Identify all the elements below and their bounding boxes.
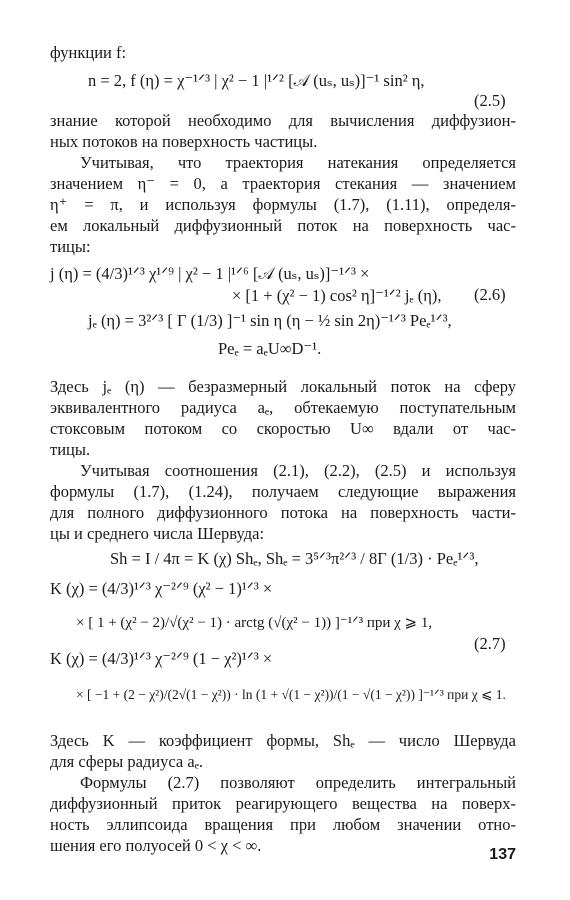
equation-2-7-line-5: × [ −1 + (2 − χ²)/(2√(1 − χ²)) · ln (1 + √(1 − χ²))/(1 − √(1 − χ²)) ]⁻¹ᐟ³ при χ ⩽ 1. bbox=[76, 687, 506, 702]
equation-2-7-line-2: K (χ) = (4/3)¹ᐟ³ χ⁻²ᐟ⁹ (χ² − 1)¹ᐟ³ × bbox=[50, 579, 273, 598]
paragraph-3-line-4: тицы. bbox=[50, 440, 91, 459]
equation-2-6-line-3: jₑ (η) = 3²ᐟ³ [ Γ (1/3) ]⁻¹ sin η (η − ½ sin 2η)⁻¹ᐟ³ Peₑ¹ᐟ³, bbox=[88, 311, 452, 330]
paragraph-3-line-2: эквивалентного радиуса aₑ, обтекаемую поступательным bbox=[50, 398, 516, 417]
paragraph-5-line-1: Здесь K — коэффициент формы, Shₑ — число Шервуда bbox=[50, 731, 516, 750]
equation-2-7-line-4: K (χ) = (4/3)¹ᐟ³ χ⁻²ᐟ⁹ (1 − χ²)¹ᐟ³ × bbox=[50, 649, 273, 668]
page-number: 137 bbox=[489, 846, 516, 863]
paragraph-4-line-4: цы и среднего числа Шервуда: bbox=[50, 524, 265, 543]
paragraph-1-line-1: знание которой необходимо для вычисления диффузион- bbox=[50, 111, 516, 130]
paragraph-4-line-3: для полного диффузионного потока на поверхность части- bbox=[50, 503, 516, 522]
paragraph-5-line-2: для сферы радиуса aₑ. bbox=[50, 752, 204, 771]
paragraph-3-line-1: Здесь jₑ (η) — безразмерный локальный поток на сферу bbox=[50, 377, 516, 396]
equation-2-5: n = 2, f (η) = χ⁻¹ᐟ³ | χ² − 1 |¹ᐟ² [𝒜 (uₛ, uₛ)]⁻¹ sin² η, bbox=[88, 71, 425, 90]
paragraph-6-line-1: Формулы (2.7) позволяют определить интегральный bbox=[80, 773, 516, 792]
paragraph-2-line-3: η⁺ = π, и используя формулы (1.7), (1.11), определя- bbox=[50, 195, 516, 214]
paragraph-2-line-4: ем локальный диффузионный поток на поверхность час- bbox=[50, 216, 516, 235]
paragraph-2-line-1: Учитывая, что траектория натекания определяется bbox=[80, 153, 516, 172]
equation-number-2-7: (2.7) bbox=[474, 634, 506, 653]
equation-2-6-line-1: j (η) = (4/3)¹ᐟ³ χ¹ᐟ⁹ | χ² − 1 |¹ᐟ⁶ [𝒜 (uₛ, uₛ)]⁻¹ᐟ³ × bbox=[50, 264, 370, 283]
paragraph-4-line-2: формулы (1.7), (1.24), получаем следующие выражения bbox=[50, 482, 516, 501]
paragraph-2-line-5: тицы: bbox=[50, 237, 91, 256]
intro-line: функции f: bbox=[50, 43, 127, 62]
paragraph-6-line-2: диффузионный приток реагирующего вещества на поверх- bbox=[50, 794, 516, 813]
paragraph-2-line-2: значением η⁻ = 0, а траектория стекания — значением bbox=[50, 174, 516, 193]
equation-2-7-line-1: Sh = I / 4π = K (χ) Shₑ, Shₑ = 3⁵ᐟ³π²ᐟ³ / 8Γ (1/3) · Peₑ¹ᐟ³, bbox=[110, 549, 479, 568]
equation-2-6-line-2: × [1 + (χ² − 1) cos² η]⁻¹ᐟ² jₑ (η), bbox=[232, 286, 442, 305]
paragraph-3-line-3: стоксовым потоком со скоростью U∞ вдали от час- bbox=[50, 419, 516, 438]
equation-2-6-line-4: Peₑ = aₑU∞D⁻¹. bbox=[218, 339, 322, 358]
equation-number-2-5: (2.5) bbox=[474, 91, 506, 110]
equation-number-2-6: (2.6) bbox=[474, 285, 506, 304]
paragraph-1-line-2: ных потоков на поверхность частицы. bbox=[50, 132, 318, 151]
paragraph-6-line-4: шения его полуосей 0 < χ < ∞. bbox=[50, 836, 262, 855]
paragraph-4-line-1: Учитывая соотношения (2.1), (2.2), (2.5) и используя bbox=[80, 461, 516, 480]
paragraph-6-line-3: ность эллипсоида вращения при любом значении отно- bbox=[50, 815, 516, 834]
equation-2-7-line-3: × [ 1 + (χ² − 2)/√(χ² − 1) · arctg (√(χ² − 1)) ]⁻¹ᐟ³ при χ ⩾ 1, bbox=[76, 615, 433, 631]
